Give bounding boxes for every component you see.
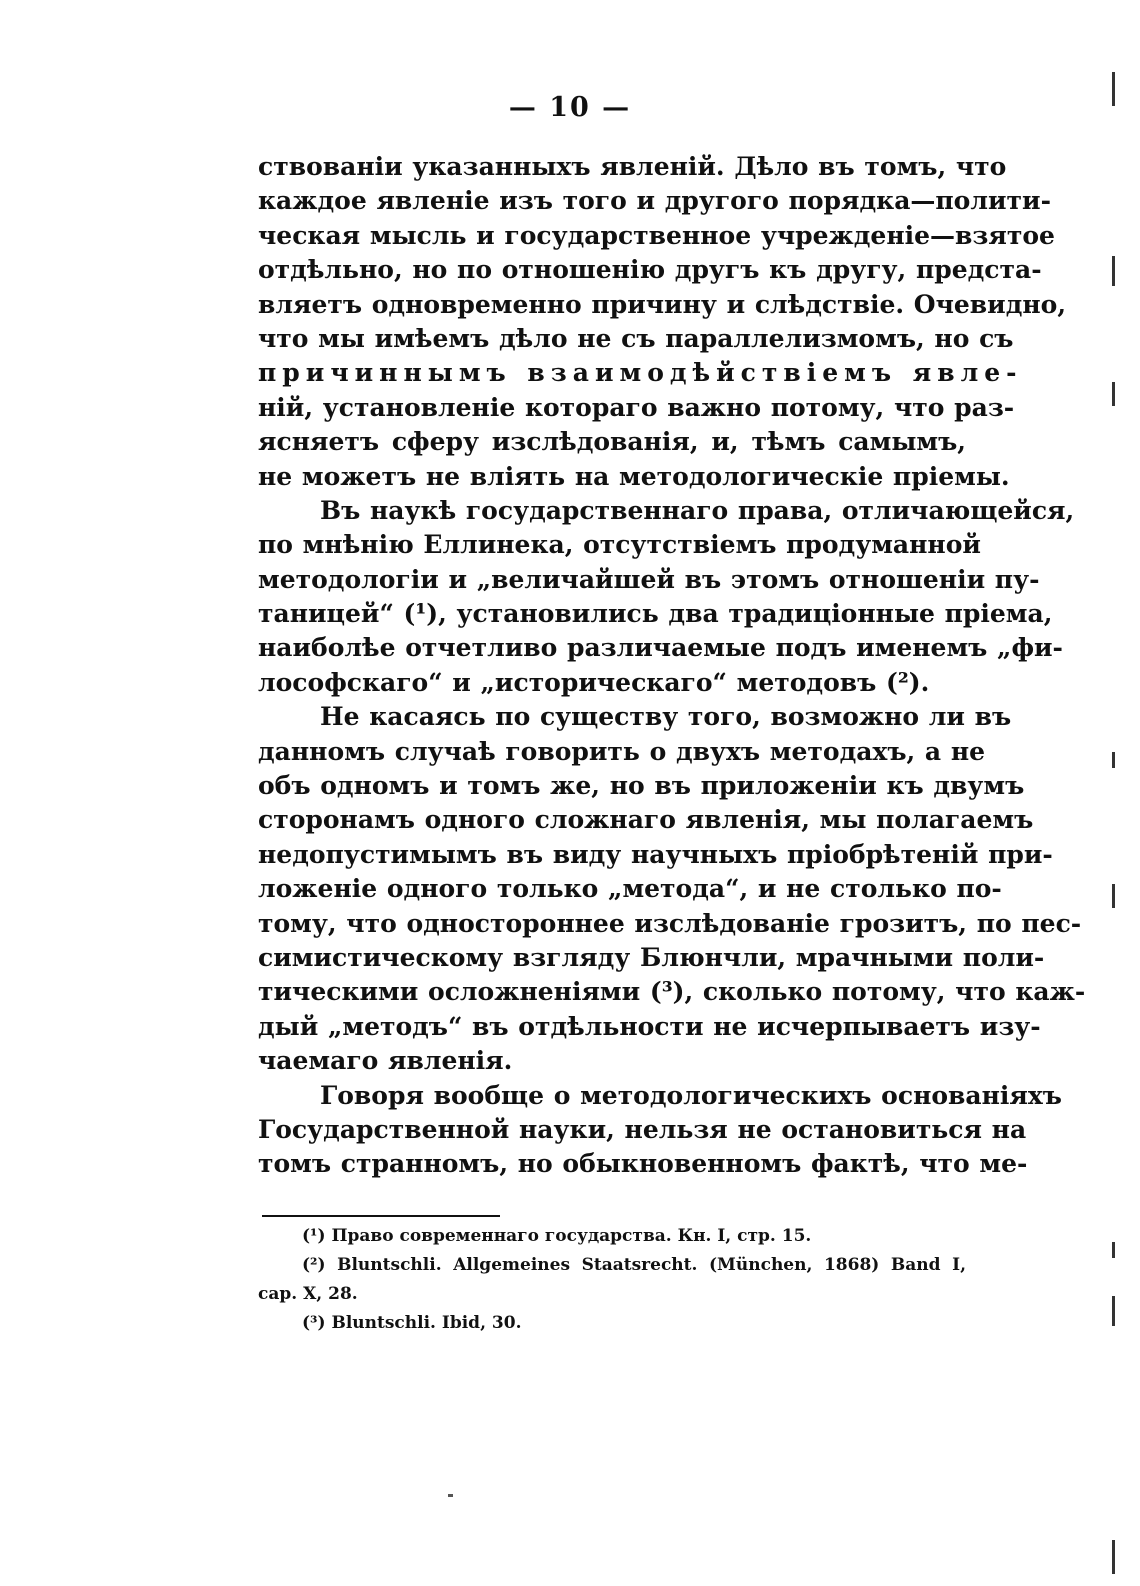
scan-margin-mark [1112, 72, 1115, 106]
scan-margin-mark [1112, 1296, 1115, 1326]
body-line: наиболѣе отчетливо различаемые подъ именемъ „фи- [258, 633, 1063, 663]
scan-margin-mark [1112, 884, 1115, 908]
scan-margin-mark [1112, 1242, 1115, 1258]
body-line: отдѣльно, но по отношенiю другъ къ другу, предста- [258, 255, 1042, 285]
body-line: дый „методъ“ въ отдѣльности не исчерпываетъ изу- [258, 1011, 1041, 1041]
body-line: Государственной науки, нельзя не остановиться на [258, 1114, 1027, 1144]
body-line: симистическому взгляду Блюнчли, мрачными поли- [258, 942, 1045, 972]
paragraph-start-line: Говоря вообще о методологическихъ основанiяхъ [320, 1080, 1062, 1110]
body-line: томъ странномъ, но обыкновенномъ фактѣ, что ме- [258, 1149, 1028, 1179]
paragraph-start-line: Не касаясь по существу того, возможно ли въ [320, 702, 1012, 732]
footnote-2-continued: cap. X, 28. [258, 1284, 358, 1304]
body-line: тическими осложненiями (³), сколько потому, что каж- [258, 977, 1086, 1007]
body-line: сторонамъ одного сложнаго явленiя, мы полагаемъ [258, 805, 1034, 835]
footnote-2: (²) Bluntschli. Allgemeines Staatsrecht. (München, 1868) Band I, [302, 1255, 966, 1275]
body-line: ствованiи указанныхъ явленiй. Дѣло въ томъ, что [258, 152, 1007, 181]
body-line: нiй, установленiе котораго важно потому, что раз- [258, 392, 1015, 422]
body-line: каждое явленiе изъ того и другого порядка—полити- [258, 186, 1051, 216]
scan-margin-mark [1112, 752, 1115, 768]
footnote-3: (³) Bluntschli. Ibid, 30. [302, 1313, 522, 1333]
body-line: методологiи и „величайшей въ этомъ отношенiи пу- [258, 564, 1040, 594]
body-line: таницей“ (¹), установились два традицiонные прiема, [258, 599, 1053, 629]
body-line: ясняетъ сферу изслѣдованiя, и, тѣмъ самымъ, [258, 427, 966, 457]
body-line: причиннымъ взаимодѣйствiемъ явле- [258, 358, 1023, 388]
body-line: лософскаго“ и „историческаго“ методовъ (²). [258, 667, 930, 697]
body-line: не можетъ не влiять на методологическiе прiемы. [258, 461, 1010, 491]
scan-speck [448, 1494, 453, 1497]
scan-margin-mark [1112, 382, 1115, 406]
footnote-1: (¹) Право современнаго государства. Кн. I, стр. 15. [302, 1226, 812, 1246]
body-text [258, 150, 1086, 1182]
body-line: что мы имѣемъ дѣло не съ параллелизмомъ, но съ [258, 323, 1014, 353]
body-line: по мнѣнiю Еллинека, отсутствiемъ продуманной [258, 530, 981, 560]
body-line: недопустимымъ въ виду научныхъ прiобрѣтенiй при- [258, 839, 1053, 869]
body-line: чаемаго явленiя. [258, 1046, 513, 1076]
body-line: вляетъ одновременно причину и слѣдствiе. Очевидно, [258, 289, 1067, 319]
body-line: объ одномъ и томъ же, но въ приложенiи къ двумъ [258, 771, 1025, 801]
page-number: — 10 — [508, 92, 632, 123]
scan-margin-mark [1112, 256, 1115, 286]
body-line: ложенiе одного только „метода“, и не столько по- [258, 874, 1002, 904]
body-line: данномъ случаѣ говорить о двухъ методахъ, а не [258, 736, 986, 766]
paragraph-start-line: Въ наукѣ государственнаго права, отличающейся, [320, 495, 1075, 525]
footnote-divider [262, 1215, 500, 1217]
scan-margin-mark [1112, 1540, 1115, 1574]
footnotes [258, 1222, 966, 1338]
body-line: тому, что одностороннее изслѣдованiе грозитъ, по пес- [258, 908, 1082, 938]
body-line: ческая мысль и государственное учрежденiе—взятое [258, 220, 1055, 250]
